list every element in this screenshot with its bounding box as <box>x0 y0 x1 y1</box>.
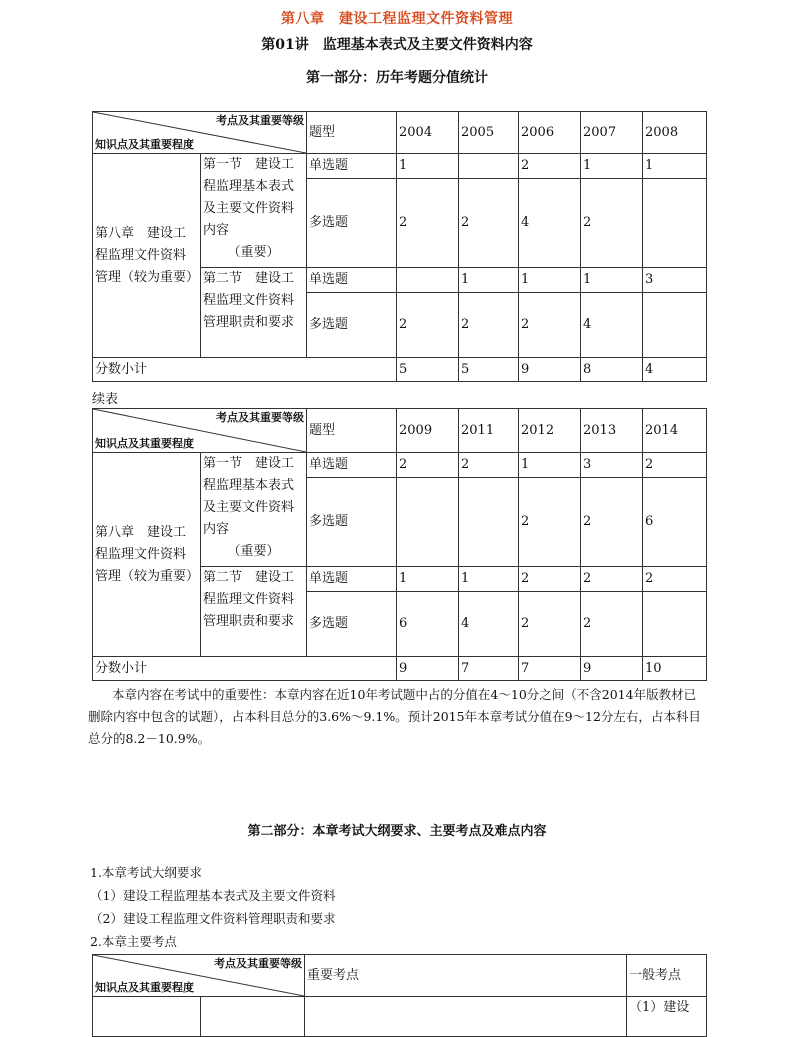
score-cell: 2 <box>519 293 581 358</box>
diag-bottom-left-label: 知识点及其重要程度 <box>95 138 194 151</box>
score-cell: 4 <box>581 293 643 358</box>
score-cell: 1 <box>459 567 519 592</box>
score-cell: 2 <box>519 154 581 179</box>
score-cell: 6 <box>643 478 707 567</box>
diagonal-header-cell <box>93 955 305 997</box>
chapter-title: 第八章 建设工程监理文件资料管理 <box>281 11 513 27</box>
score-cell: 1 <box>397 567 459 592</box>
score-cell: 2 <box>397 179 459 268</box>
year-header: 2007 <box>581 112 643 154</box>
score-cell <box>643 293 707 358</box>
subtotal-cell: 9 <box>519 358 581 382</box>
table3-cell <box>93 997 201 1037</box>
score-cell <box>643 592 707 657</box>
score-cell: 2 <box>397 453 459 478</box>
type-header: 题型 <box>307 112 397 154</box>
section1-note: （重要） <box>227 245 280 260</box>
question-type: 单选题 <box>307 567 397 592</box>
score-cell: 4 <box>459 592 519 657</box>
subtotal-cell: 5 <box>459 358 519 382</box>
score-cell: 2 <box>459 453 519 478</box>
section1-label: 第一节 建设工程监理基本表式及主要文件资料内容 <box>203 157 295 238</box>
subtotal-cell: 9 <box>581 657 643 681</box>
year-header: 2005 <box>459 112 519 154</box>
section1-cell <box>201 453 307 567</box>
question-type: 单选题 <box>307 268 397 293</box>
score-cell: 2 <box>581 567 643 592</box>
score-cell: 3 <box>581 453 643 478</box>
score-cell: 2 <box>643 567 707 592</box>
score-cell: 2 <box>581 478 643 567</box>
subtotal-cell: 9 <box>397 657 459 681</box>
score-cell: 6 <box>397 592 459 657</box>
question-type: 多选题 <box>307 592 397 657</box>
score-cell: 1 <box>519 453 581 478</box>
score-cell: 4 <box>519 179 581 268</box>
score-cell: 2 <box>459 179 519 268</box>
question-type: 单选题 <box>307 154 397 179</box>
score-cell: 2 <box>581 179 643 268</box>
score-cell: 1 <box>581 154 643 179</box>
section2-cell: 第二节 建设工程监理文件资料管理职责和要求 <box>201 567 307 657</box>
question-type: 多选题 <box>307 293 397 358</box>
score-cell <box>397 268 459 293</box>
score-cell: 1 <box>581 268 643 293</box>
subtotal-cell: 8 <box>581 358 643 382</box>
type-header: 题型 <box>307 409 397 453</box>
subtotal-cell: 5 <box>397 358 459 382</box>
year-header: 2006 <box>519 112 581 154</box>
chapter-cell: 第八章 建设工程监理文件资料管理（较为重要） <box>93 154 201 358</box>
year-header: 2008 <box>643 112 707 154</box>
score-cell: 2 <box>397 293 459 358</box>
score-cell <box>459 478 519 567</box>
score-cell: 3 <box>643 268 707 293</box>
outline-item-2: 2.本章主要考点 <box>90 934 177 949</box>
score-cell: 1 <box>643 154 707 179</box>
subtotal-cell: 7 <box>459 657 519 681</box>
part2-title: 第二部分：本章考试大纲要求、主要考点及难点内容 <box>247 824 547 839</box>
subtotal-cell: 7 <box>519 657 581 681</box>
diag-bottom-left-label: 知识点及其重要程度 <box>95 437 194 450</box>
diagonal-header-cell <box>93 409 307 453</box>
general-point-cell: （1）建设 <box>627 997 707 1037</box>
general-points-header: 一般考点 <box>627 955 707 997</box>
diagonal-header-cell <box>93 112 307 154</box>
year-header: 2012 <box>519 409 581 453</box>
score-cell: 2 <box>519 478 581 567</box>
score-table-1 <box>92 111 707 382</box>
year-header: 2014 <box>643 409 707 453</box>
section2-cell: 第二节 建设工程监理文件资料管理职责和要求 <box>201 268 307 358</box>
year-header: 2004 <box>397 112 459 154</box>
score-table-2 <box>92 408 707 681</box>
outline-item-1: 1.本章考试大纲要求 <box>90 865 202 880</box>
year-header: 2009 <box>397 409 459 453</box>
question-type: 多选题 <box>307 478 397 567</box>
outline-item-1-sub-1: （1）建设工程监理基本表式及主要文件资料 <box>90 888 336 903</box>
part1-title: 第一部分：历年考题分值统计 <box>306 70 488 86</box>
score-cell <box>459 154 519 179</box>
score-cell: 2 <box>643 453 707 478</box>
question-type: 多选题 <box>307 179 397 268</box>
year-header: 2011 <box>459 409 519 453</box>
score-cell <box>397 478 459 567</box>
diag-top-right-label: 考点及其重要等级 <box>216 411 304 424</box>
table3-cell <box>305 997 627 1037</box>
subtotal-label: 分数小计 <box>93 358 397 382</box>
score-cell: 2 <box>519 567 581 592</box>
year-header: 2013 <box>581 409 643 453</box>
important-points-header: 重要考点 <box>305 955 627 997</box>
subtotal-cell: 10 <box>643 657 707 681</box>
diag-bottom-left-label: 知识点及其重要程度 <box>95 981 194 994</box>
chapter-cell: 第八章 建设工程监理文件资料管理（较为重要） <box>93 453 201 657</box>
importance-paragraph: 本章内容在考试中的重要性：本章内容在近10年考试题中占的分值在4～10分之间（不含2014年版教材已删除内容中包含的试题），占本科目总分的3.6%～9.1%。预计2015年本章考试分值在9～12分左右，占本科目总分的8.2－10.9%。 <box>88 687 701 746</box>
subtotal-cell: 4 <box>643 358 707 382</box>
score-cell: 2 <box>581 592 643 657</box>
table3-cell <box>201 997 305 1037</box>
lecture-title: 第01讲 监理基本表式及主要文件资料内容 <box>261 37 533 53</box>
section1-cell <box>201 154 307 268</box>
continued-label: 续表 <box>92 392 119 407</box>
key-points-table <box>92 954 707 1037</box>
score-cell: 1 <box>519 268 581 293</box>
diag-top-right-label: 考点及其重要等级 <box>216 114 304 127</box>
diag-top-right-label: 考点及其重要等级 <box>214 957 302 970</box>
section1-note: （重要） <box>227 544 280 559</box>
score-cell: 2 <box>459 293 519 358</box>
score-cell: 1 <box>397 154 459 179</box>
score-cell: 2 <box>519 592 581 657</box>
outline-item-1-sub-2: （2）建设工程监理文件资料管理职责和要求 <box>90 911 336 926</box>
score-cell <box>643 179 707 268</box>
section1-label: 第一节 建设工程监理基本表式及主要文件资料内容 <box>203 456 295 537</box>
subtotal-label: 分数小计 <box>93 657 397 681</box>
score-cell: 1 <box>459 268 519 293</box>
question-type: 单选题 <box>307 453 397 478</box>
